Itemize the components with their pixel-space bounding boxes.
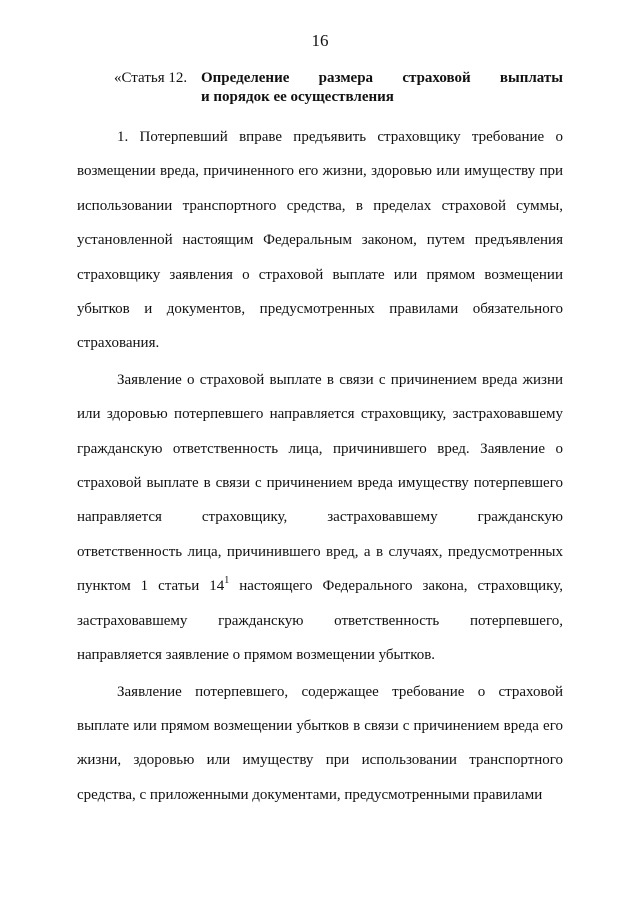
paragraph-3: Заявление потерпевшего, содержащее требование о страховой выплате или прямом возмещении убытков в связи с причинением вреда его жизни, здоровью или имуществу при использовании транспортного средства, с приложенными документами, предусмотренными правилами (77, 683, 563, 803)
paragraph-2-text-start: Заявление о страховой выплате в связи с причинением вреда жизни или здоровью потерпевшего направляется страховщику, застраховавшему гражданскую ответственность лица, причинившего вред. Заявление о страховой выплате в связи с причинением вреда имуществу потерпевшего направляется страховщику, застраховавшему гражданскую ответственность лица, причинившего вред, а в случаях, предусмотренных пунктом 1 статьи 14 (77, 371, 563, 595)
article-title-line-1: Определение размера страховой выплаты (201, 70, 563, 86)
article-number: «Статья 12. (114, 70, 188, 86)
article-body (77, 120, 563, 812)
paragraph-1: 1. Потерпевший вправе предъявить страховщику требование о возмещении вреда, причиненного его жизни, здоровью или имуществу при использовании транспортного средства, в пределах страховой суммы, установленной настоящим Федеральным законом, путем предъявления страховщику заявления о страховой выплате или прямом возмещении убытков и документов, предусмотренных правилами обязательного страхования. (77, 129, 563, 352)
article-title-line-2: и порядок ее осуществления (201, 89, 394, 105)
page-number: 16 (311, 31, 329, 50)
superscript-index: 1 (224, 575, 230, 587)
paragraph-2-text-end: настоящего Федерального закона, страховщику, застраховавшему гражданскую ответственность потерпевшего, направляется заявление о прямом возмещении убытков. (77, 578, 563, 664)
article-title (201, 69, 563, 107)
paragraph-2 (77, 363, 563, 673)
